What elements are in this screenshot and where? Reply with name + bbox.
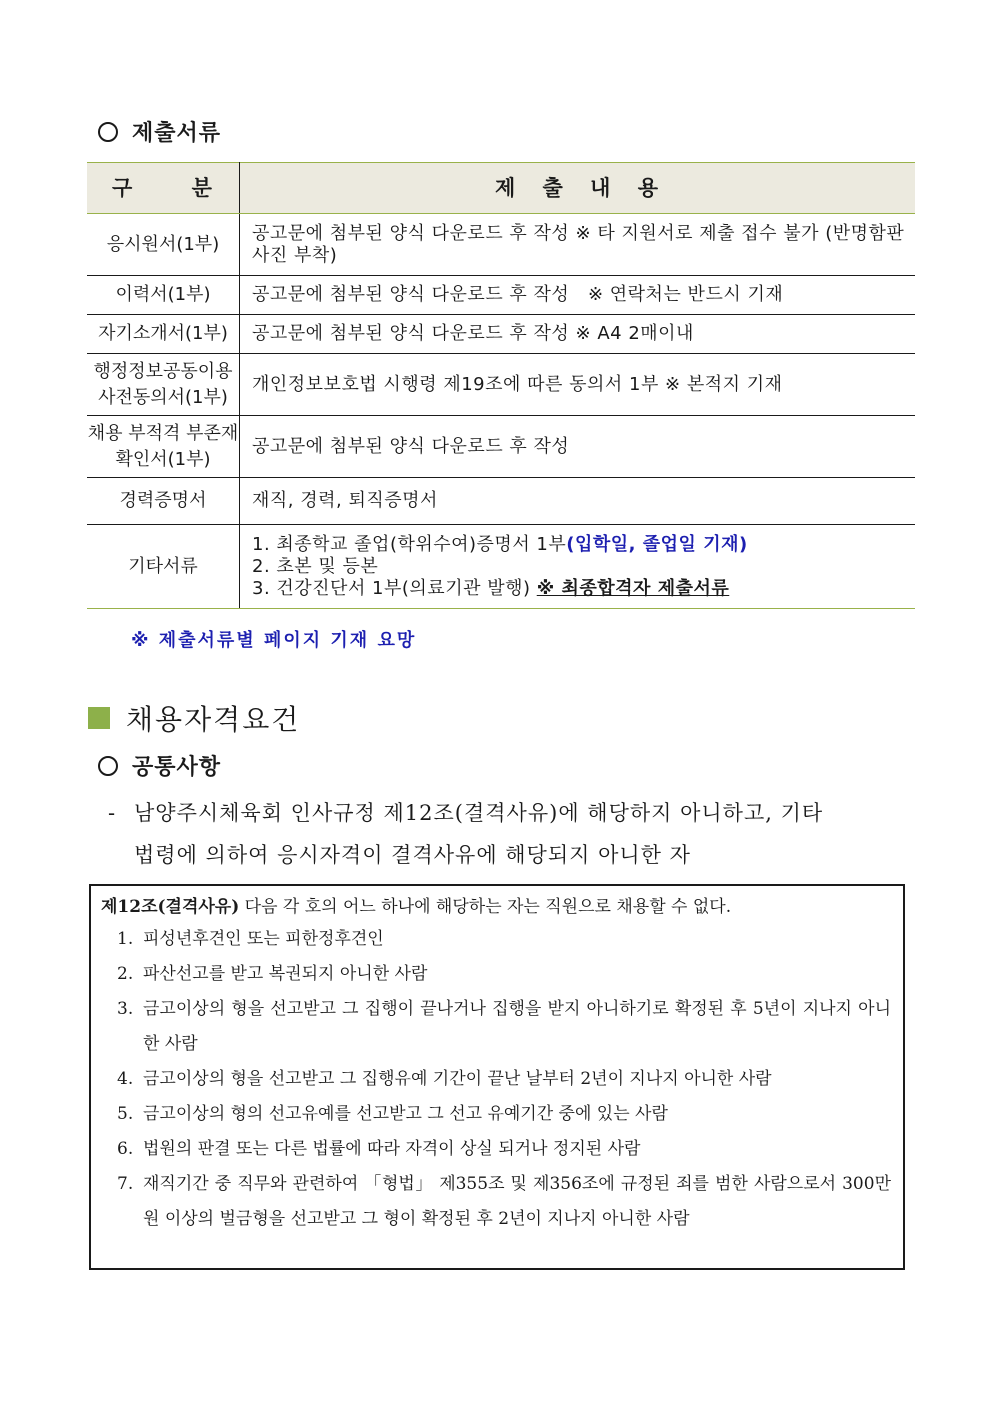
row-content: 공고문에 첨부된 양식 다운로드 후 작성 [240,416,916,478]
row-name: 응시원서(1부) [87,214,240,276]
other-item-1-highlight: (입학일, 졸업일 기재) [566,533,748,555]
header-category: 구 분 [87,163,240,214]
table-row [87,525,915,609]
list-item: 5. 금고이상의 형의 선고유예를 선고받고 그 선고 유예기간 중에 있는 사람 [117,1104,668,1124]
list-item: 6. 법원의 판결 또는 다른 법률에 따라 자격이 상실 되거나 정지된 사람 [117,1139,641,1159]
row-name: 채용 부적격 부존재확인서(1부) [87,416,240,478]
other-item-3-highlight: ※ 최종합격자 제출서류 [536,577,730,599]
article-intro: 다음 각 호의 어느 하나에 해당하는 자는 직원으로 채용할 수 없다. [239,897,732,917]
circle-bullet-icon [98,756,118,776]
row-content: 공고문에 첨부된 양식 다운로드 후 작성 ※ A4 2매이내 [240,315,916,354]
row-name: 기타서류 [87,525,240,609]
submission-heading-text: 제출서류 [132,121,222,146]
row-content-list [240,525,916,609]
table-row [87,276,915,315]
other-item-2: 2. 초본 및 등본 [252,555,379,577]
other-item-1: 1. 최종학교 졸업(학위수여)증명서 1부(입학일, 졸업일 기재) [252,533,748,555]
row-content: 개인정보보호법 시행령 제19조에 따른 동의서 1부 ※ 본적지 기재 [240,354,916,416]
table-row [87,416,915,478]
table-row [87,315,915,354]
article-title: 제12조(결격사유) [101,897,240,917]
common-heading-text: 공통사항 [132,755,222,780]
row-name: 자기소개서(1부) [87,315,240,354]
qualification-heading-text: 채용자격요건 [126,703,301,736]
list-item: 1. 피성년후견인 또는 피한정후견인 [117,929,384,949]
common-line-2: 법령에 의하여 응시자격이 결격사유에 해당되지 아니한 자 [134,843,691,867]
list-item: 2. 파산선고를 받고 복권되지 아니한 사람 [117,964,428,984]
list-item: 4. 금고이상의 형을 선고받고 그 집행유예 기간이 끝난 날부터 2년이 지나지 아니한 사람 [117,1069,772,1089]
list-item: 7. 재직기간 중 직무와 관련하여 「형법」 제355조 및 제356조에 규정된 죄를 범한 사람으로서 300만원 이상의 벌금형을 선고받고 그 형이 확정된 후 2년이 지나지 아니한 사람 [117,1174,891,1229]
article-box [89,884,905,1270]
table-header-row [87,163,915,214]
article-title-line [101,892,891,922]
common-line-1: - 남양주시체육회 인사규정 제12조(결격사유)에 해당하지 아니하고, 기타 [108,801,824,825]
row-content: 공고문에 첨부된 양식 다운로드 후 작성 ※ 타 지원서로 제출 접수 불가 (반명함판 사진 부착) [240,214,916,276]
table-row [87,354,915,416]
table-row [87,478,915,525]
circle-bullet-icon [98,122,118,142]
common-paragraph [108,792,908,876]
common-heading [98,750,221,781]
submission-table [87,162,915,609]
row-name: 이력서(1부) [87,276,240,315]
article-list [101,922,891,1237]
header-content: 제 출 내 용 [240,163,916,214]
square-bullet-icon [88,707,110,729]
other-item-3: 3. 건강진단서 1부(의료기관 발행) ※ 최종합격자 제출서류 [252,577,730,599]
list-item: 3. 금고이상의 형을 선고받고 그 집행이 끝나거나 집행을 받지 아니하기로 확정된 후 5년이 지나지 아니한 사람 [117,999,891,1054]
qualification-heading [88,698,300,738]
submission-heading [98,116,221,147]
row-content: 재직, 경력, 퇴직증명서 [240,478,916,525]
submission-note: ※ 제출서류별 페이지 기재 요망 [131,630,417,651]
row-name: 행정정보공동이용 사전동의서(1부) [87,354,240,416]
row-content: 공고문에 첨부된 양식 다운로드 후 작성 ※ 연락처는 반드시 기재 [240,276,916,315]
row-name: 경력증명서 [87,478,240,525]
table-row [87,214,915,276]
